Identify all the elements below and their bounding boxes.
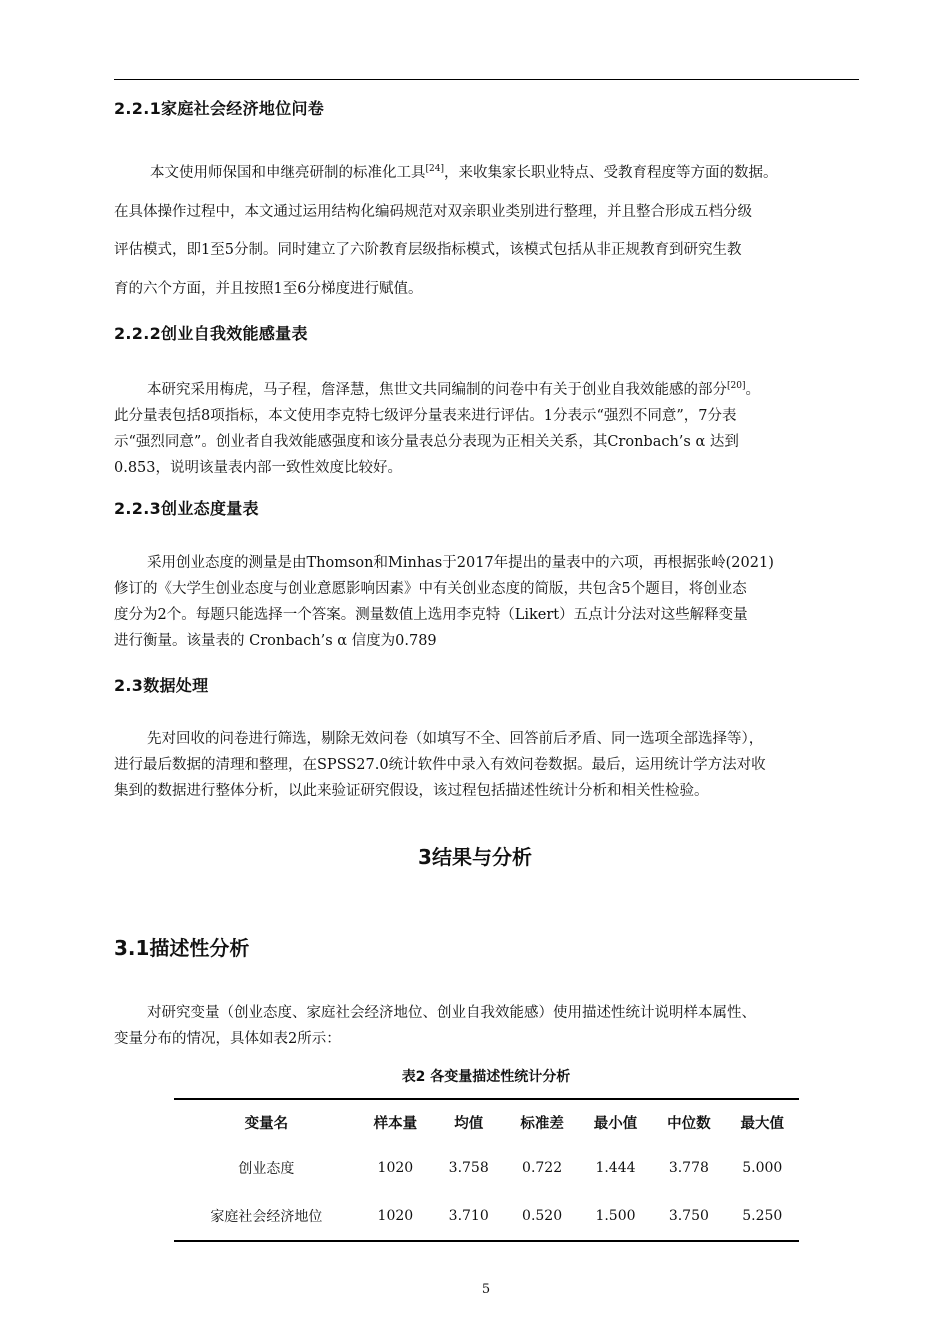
text-span: 本文使用师保国和申继亮研制的标准化工具 — [150, 165, 426, 181]
table-cell: 3.710 — [448, 1208, 489, 1224]
column-header: 变量名 — [244, 1115, 289, 1132]
page-number: 5 — [481, 1282, 491, 1297]
paragraph-line: 集到的数据进行整体分析，以此来验证研究假设，该过程包括描述性统计分析和相关性检验。 — [114, 783, 709, 799]
section-heading-3-1: 3.1描述性分析 — [114, 936, 250, 960]
paragraph-2-2-2 — [114, 373, 859, 481]
paragraph-2-3 — [114, 726, 859, 804]
paragraph-line: 变量分布的情况，具体如表2所示： — [114, 1031, 341, 1047]
paragraph-line: 示“强烈同意”。创业者自我效能感强度和该分量表总分表现为正相关关系，其Cronbach’s α 达到 — [114, 434, 739, 450]
paragraph-line: 先对回收的问卷进行筛选，剔除无效问卷（如填写不全、回答前后矛盾、同一选项全部选择等）， — [147, 731, 764, 747]
section-heading-2-2-3: 2.2.3创业态度量表 — [114, 499, 259, 518]
table-cell: 3.758 — [448, 1160, 489, 1176]
text-span: 。 — [745, 382, 760, 398]
paragraph-line: 0.853，说明该量表内部一致性效度比较好。 — [114, 460, 403, 476]
paragraph-2-2-1 — [114, 150, 859, 308]
table-cell: 创业态度 — [238, 1161, 295, 1177]
table-cell: 5.000 — [742, 1160, 783, 1176]
citation: [24] — [425, 164, 444, 174]
table-cell: 1.444 — [595, 1160, 636, 1176]
section-heading-2-2-2: 2.2.2创业自我效能感量表 — [114, 324, 308, 343]
column-header: 最小值 — [593, 1115, 638, 1132]
paragraph-line: 修订的《大学生创业态度与创业意愿影响因素》中有关创业态度的简版，共包含5个题目，将创业态 — [114, 581, 747, 597]
paragraph-line: 采用创业态度的测量是由Thomson和Minhas于2017年提出的量表中的六项，再根据张岭(2021) — [147, 555, 774, 571]
table-caption: 表2 各变量描述性统计分析 — [401, 1069, 571, 1085]
table-row — [174, 1192, 799, 1241]
table-cell: 0.722 — [522, 1160, 563, 1176]
table-cell: 3.778 — [668, 1160, 709, 1176]
section-heading-2-2-1: 2.2.1家庭社会经济地位问卷 — [114, 99, 325, 118]
table-header-row — [174, 1099, 799, 1144]
table-cell: 家庭社会经济地位 — [210, 1209, 323, 1225]
table-cell: 3.750 — [668, 1208, 709, 1224]
paragraph-2-2-3 — [114, 550, 859, 654]
paragraph-3-1 — [114, 1000, 859, 1052]
section-heading-2-3: 2.3数据处理 — [114, 676, 209, 695]
column-header: 均值 — [454, 1115, 484, 1132]
column-header: 标准差 — [520, 1115, 564, 1132]
table-cell: 5.250 — [742, 1208, 783, 1224]
table-row — [174, 1144, 799, 1192]
table-cell: 1020 — [377, 1208, 414, 1224]
citation: [20] — [727, 381, 746, 391]
paragraph-line: 进行衡量。该量表的 Cronbach’s α 信度为0.789 — [114, 633, 437, 649]
paragraph-line — [114, 150, 859, 193]
descriptive-stats-table — [174, 1098, 799, 1242]
header-rule — [114, 79, 859, 80]
paragraph-line: 对研究变量（创业态度、家庭社会经济地位、创业自我效能感）使用描述性统计说明样本属性、 — [147, 1005, 756, 1021]
column-header: 样本量 — [373, 1115, 418, 1132]
table-cell: 1.500 — [595, 1208, 636, 1224]
paragraph-line: 育的六个方面，并且按照1至6分梯度进行赋值。 — [114, 280, 423, 297]
text-span: 本研究采用梅虎，马子程，詹泽慧，焦世文共同编制的问卷中有关于创业自我效能感的部分 — [147, 382, 727, 398]
text-span: ，来收集家长职业特点、受教育程度等方面的数据。 — [443, 165, 778, 181]
paragraph-line: 度分为2个。每题只能选择一个答案。测量数值上选用李克特（Likert）五点计分法对这些解释变量 — [114, 607, 748, 623]
paragraph-line: 进行最后数据的清理和整理，在SPSS27.0统计软件中录入有效问卷数据。最后，运用统计学方法对收 — [114, 757, 766, 773]
paragraph-line: 此分量表包括8项指标，本文使用李克特七级评分量表来进行评估。1分表示“强烈不同意”，7分表 — [114, 408, 737, 424]
column-header: 最大值 — [740, 1115, 785, 1132]
paragraph-line: 在具体操作过程中，本文通过运用结构化编码规范对双亲职业类别进行整理，并且整合形成五档分级 — [114, 203, 752, 220]
column-header: 中位数 — [667, 1115, 711, 1132]
paragraph-line: 评估模式，即1至5分制。同时建立了六阶教育层级指标模式，该模式包括从非正规教育到研究生教 — [114, 242, 742, 258]
table-cell: 0.520 — [522, 1208, 563, 1224]
chapter-title: 3结果与分析 — [418, 845, 532, 869]
paragraph-line — [114, 373, 859, 403]
table-cell: 1020 — [377, 1160, 414, 1176]
